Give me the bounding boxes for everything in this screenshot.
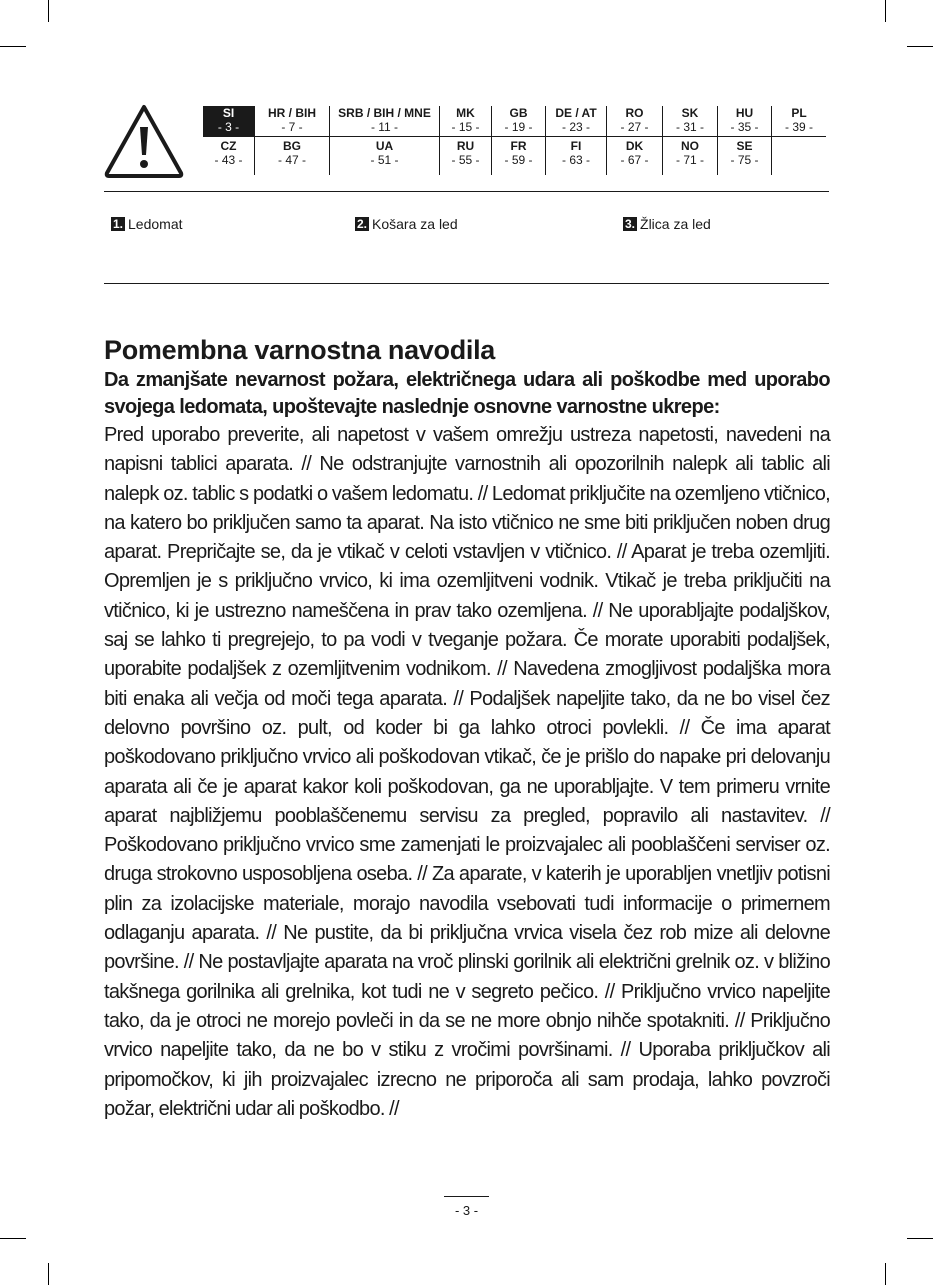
page-title: Pomembna varnostna navodila <box>104 335 496 365</box>
part-label: Ledomat <box>128 216 183 232</box>
crop-mark <box>48 1263 49 1285</box>
crop-mark <box>907 46 933 47</box>
footer-divider <box>444 1196 489 1197</box>
part-number: 3. <box>625 217 636 231</box>
lang-cell-dk[interactable]: DK - 67 - <box>607 137 663 176</box>
part-item-ice-maker <box>111 216 183 232</box>
warning-icon <box>103 103 185 179</box>
page-number: - 3 - <box>454 1203 479 1218</box>
lang-cell-sk[interactable]: SK - 31 - <box>663 106 718 137</box>
crop-mark <box>48 0 49 22</box>
part-item-ice-basket <box>355 216 458 232</box>
lang-cell-cz[interactable]: CZ - 43 - <box>203 137 255 176</box>
lang-cell-mk[interactable]: MK - 15 - <box>440 106 492 137</box>
body-text: Pred uporabo preverite, ali napetost v vašem omrežju ustreza napetosti, navedeni na napisni tablici aparata. // Ne odstranjujte varnostnih ali opozorilnih nalepk ali tablic ali nalepk oz. tablic s podatki o vašem ledomatu. // Ledomat priključite na ozemljeno vtičnico, na katero bo priključen samo ta aparat. Na isto vtičnico ne sme biti priključen noben drug aparat. Prepričajte se, da je vtikač v celoti vstavljen v vtičnico. // Aparat je treba ozemljiti. Opremljen je s priključno vrvico, ki ima ozemljitveni vodnik. Vtikač je treba priključiti na vtičnico, ki je ustrezno nameščena in prav tako ozemljena. // Ne uporabljajte podaljškov, saj se lahko ti pregrejejo, to pa vodi v tveganje požara. Če morate uporabiti podaljšek, uporabite podaljšek z ozemljitvenim vodnikom. // Navedena zmogljivost podaljška mora biti enaka ali večja od moči tega aparata. // Podaljšek napeljite tako, da ne bo visel čez delovno površino oz. pult, od koder bi ga lahko otroci povlekli. // Če ima aparat poškodovano priključno vrvico ali poškodovan vtikač, če je prišlo do napake pri delovanju aparata ali če je aparat kakor koli poškodovan, ga ne uporabljajte. V tem primeru vrnite aparat najbližjemu pooblaščenemu servisu za pregled, popravilo ali nastavitev. // Poškodovano priključno vrvico sme zamenjati le proizvajalec ali pooblaščeni serviser oz. druga strokovno usposobljena oseba. // Za aparate, v katerih je uporabljen vnetljiv potisni plin za izolacijske materiale, morajo navodila vsebovati tudi informacije o primernem odlaganju aparata. // Ne pustite, da bi priključna vrvica visela čez rob mize ali delovne površine. // Ne postavljajte aparata na vroč plinski gorilnik ali električni grelnik oz. v bližino takšnega gorilnika ali grelnika, kot tudi ne v segreto pečico. // Priključno vrvico napeljite tako, da je otroci ne morejo povleči in da se ne more obnjo nihče spotakniti. // Priključno vrvico napeljite tako, da ne bo v stiku z vročimi površinami. // Uporaba priključkov ali pripomočkov, ki jih proizvajalec izrecno ne priporoča ali sam prodaja, lahko povzroči požar, električni udar ali poškodbo. // <box>104 424 830 1120</box>
lang-cell-fi[interactable]: FI - 63 - <box>546 137 607 176</box>
lang-cell-bg[interactable]: BG - 47 - <box>255 137 330 176</box>
language-index-table <box>203 106 826 175</box>
lang-cell-si[interactable]: SI - 3 - <box>203 106 255 137</box>
lang-cell-ro[interactable]: RO - 27 - <box>607 106 663 137</box>
lang-cell-fr[interactable]: FR - 59 - <box>492 137 546 176</box>
crop-mark <box>0 1238 26 1239</box>
crop-mark <box>907 1238 933 1239</box>
part-label: Košara za led <box>372 216 458 232</box>
crop-mark <box>0 46 26 47</box>
part-number: 2. <box>357 217 368 231</box>
lang-cell-hr-bih[interactable]: HR / BIH - 7 - <box>255 106 330 137</box>
lang-cell-se[interactable]: SE - 75 - <box>718 137 772 176</box>
lang-cell-gb[interactable]: GB - 19 - <box>492 106 546 137</box>
divider <box>104 283 829 284</box>
section-subtitle: Da zmanjšate nevarnost požara, električnega udara ali poškodbe med uporabo svojega ledomata, upoštevajte naslednje osnovne varnostne ukrepe: <box>104 369 830 418</box>
part-item-ice-scoop <box>623 216 711 232</box>
lang-cell-pl[interactable]: PL - 39 - <box>772 106 827 137</box>
lang-cell-srb-bih-mne[interactable]: SRB / BIH / MNE - 11 - <box>330 106 440 137</box>
safety-instructions <box>104 333 830 1124</box>
lang-cell-no[interactable]: NO - 71 - <box>663 137 718 176</box>
lang-cell-ru[interactable]: RU - 55 - <box>440 137 492 176</box>
part-number: 1. <box>113 217 124 231</box>
lang-cell-de-at[interactable]: DE / AT - 23 - <box>546 106 607 137</box>
lang-cell-empty <box>772 137 827 176</box>
divider <box>104 191 829 192</box>
crop-mark <box>885 0 886 22</box>
lang-cell-ua[interactable]: UA - 51 - <box>330 137 440 176</box>
part-label: Žlica za led <box>640 216 711 232</box>
crop-mark <box>885 1263 886 1285</box>
lang-cell-hu[interactable]: HU - 35 - <box>718 106 772 137</box>
